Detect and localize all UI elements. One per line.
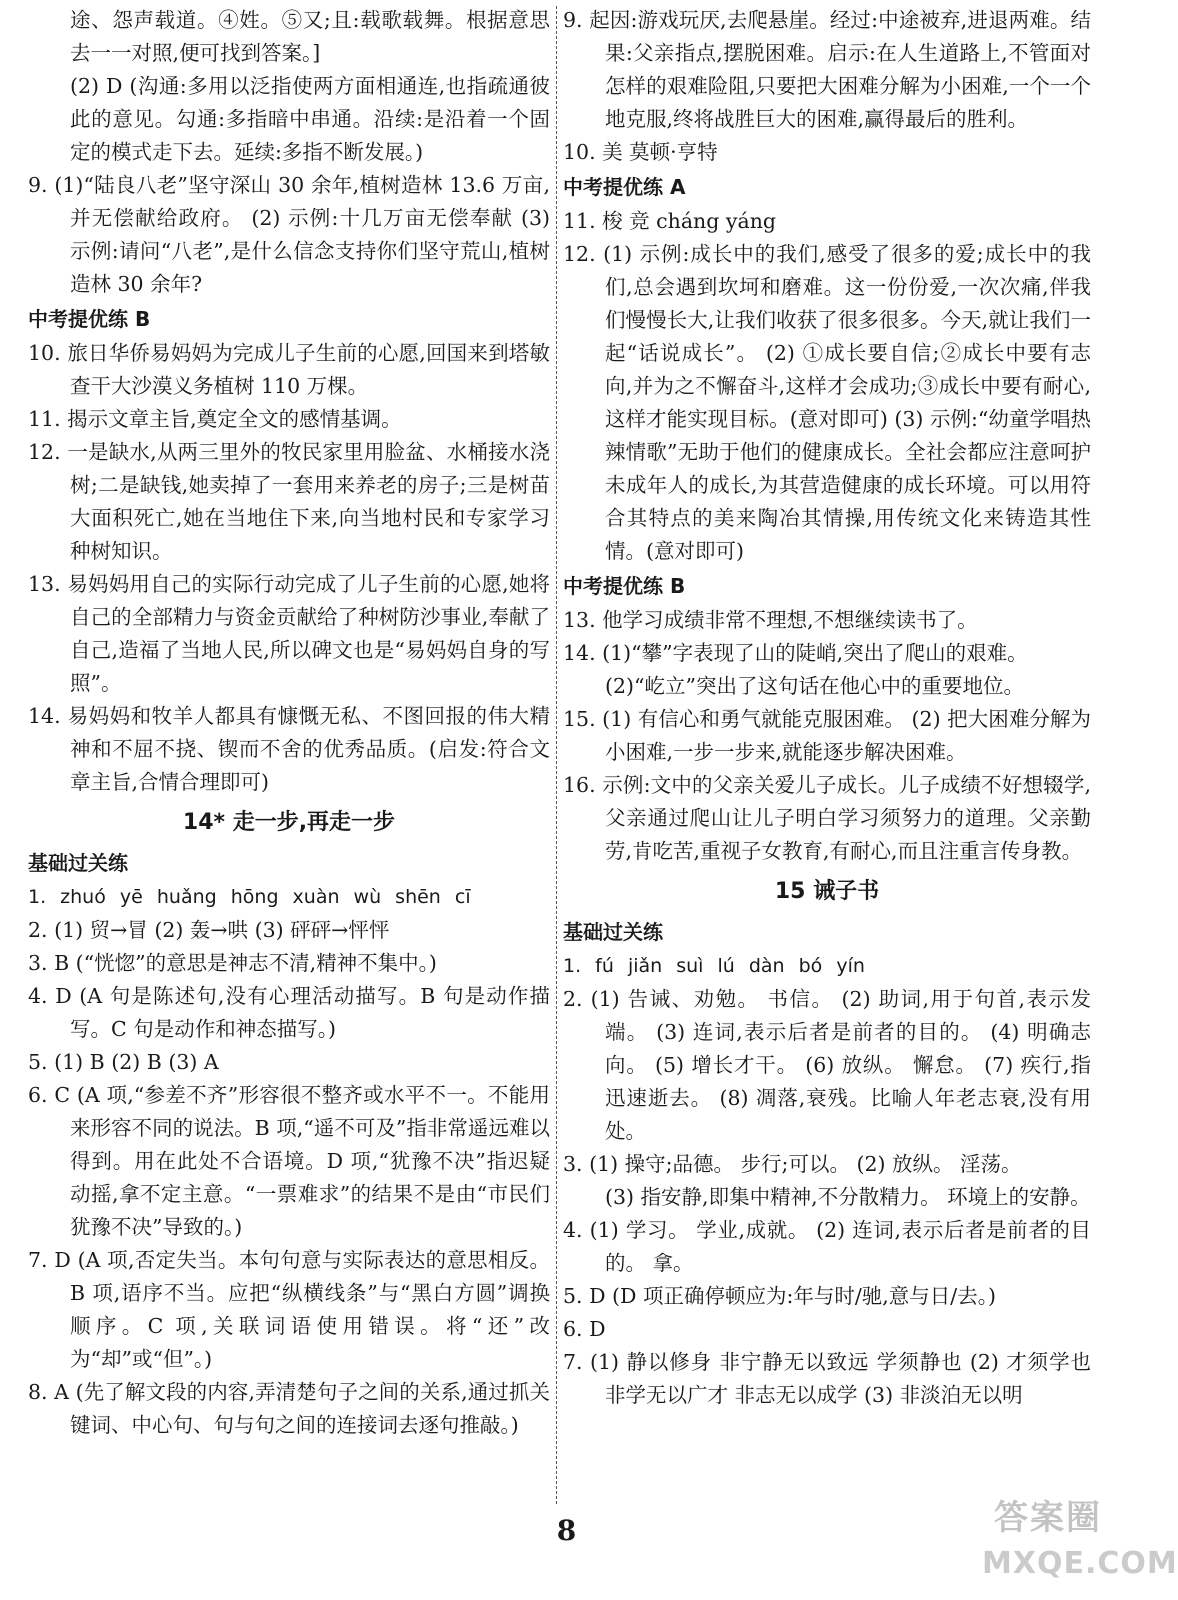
basic-answer-3: 3. B (“恍惚”的意思是神志不清,精神不集中。) — [28, 951, 437, 975]
basic-answer-r1: 1. fú jiǎn suì lú dàn bó yín — [563, 955, 865, 977]
answer-9: 9. (1)“陆良八老”坚守深山 30 余年,植树造林 13.6 万亩,并无偿献给政府。 (2) 示例:十几万亩无偿奉献 (3) 示例:请问“八老”,是什么信念支持你们坚守荒山,植树造林 30 余年? — [28, 173, 550, 296]
answer-r11: 11. 梭 竞 cháng yáng — [563, 209, 777, 233]
answer-8-2: (2) D (沟通:多用以泛指使两方面相通连,也指疏通彼此的意见。勾通:多指暗中串通。沿续:是沿着一个固定的模式走下去。延续:多指不断发展。) — [70, 74, 550, 164]
answer-11: 11. 揭示文章主旨,奠定全文的感情基调。 — [28, 407, 402, 431]
section-heading-basic: 基础过关练 — [28, 851, 128, 875]
column-divider — [556, 6, 557, 1504]
basic-answer-r5: 5. D (D 项正确停顿应为:年与时/驰,意与日/去。) — [563, 1284, 996, 1308]
answer-10: 10. 旅日华侨易妈妈为完成儿子生前的心愿,回国来到塔敏查干大沙漠义务植树 110 万棵。 — [28, 341, 550, 398]
answer-continuation: 途、怨声载道。④姓。⑤又;且:载歌载舞。根据意思去一一对照,便可找到答案。] — [70, 8, 550, 65]
answer-13: 13. 易妈妈用自己的实际行动完成了儿子生前的心愿,她将自己的全部精力与资金贡献给了种树防沙事业,奉献了自己,造福了当地人民,所以碑文也是“易妈妈自身的写照”。 — [28, 572, 550, 695]
basic-answer-r7: 7. (1) 静以修身 非宁静无以致远 学须静也 (2) 才须学也 非学无以广才 非志无以成学 (3) 非淡泊无以明 — [563, 1350, 1091, 1407]
section-heading-b-right: 中考提优练 B — [563, 574, 686, 598]
watermark-top-text: 答案圈 — [994, 1498, 1102, 1538]
basic-answer-2: 2. (1) 贸→冒 (2) 轰→哄 (3) 砰砰→怦怦 — [28, 918, 390, 942]
basic-answer-r3-1: 3. (1) 操守;品德。 步行;可以。 (2) 放纵。 淫荡。 — [563, 1152, 1022, 1176]
section-heading-b: 中考提优练 B — [28, 307, 151, 331]
left-column — [28, 4, 550, 1442]
answer-r14-1: 14. (1)“攀”字表现了山的陡峭,突出了爬山的艰难。 — [563, 641, 1028, 665]
basic-answer-r4: 4. (1) 学习。 学业,成就。 (2) 连词,表示后者是前者的目的。 拿。 — [563, 1218, 1091, 1275]
watermark-logo — [982, 1490, 1178, 1595]
basic-answer-r2: 2. (1) 告诫、劝勉。 书信。 (2) 助词,用于句首,表示发端。 (3) 连词,表示后者是前者的目的。 (4) 明确志向。 (5) 增长才干。 (6) 放纵。 懈怠。 (7) 疾行,指迅速逝去。 (8) 凋落,衰残。比喻人年老志衰,没有用处。 — [563, 987, 1091, 1143]
answer-r10: 10. 美 莫顿·亨特 — [563, 140, 718, 164]
basic-answer-6: 6. C (A 项,“参差不齐”形容很不整齐或水平不一。不能用来形容不同的说法。B 项,“遥不可及”指非常遥远难以得到。用在此处不合语境。D 项,“犹豫不决”指迟疑动摇,拿不定主意。“一票难求”的结果不是由“市民们犹豫不决”导致的。) — [28, 1083, 550, 1239]
basic-answer-7: 7. D (A 项,否定失当。本句句意与实际表达的意思相反。B 项,语序不当。应把“纵横线条”与“黑白方圆”调换顺序。C 项,关联词语使用错误。将“还”改为“却”或“但”。) — [28, 1248, 550, 1371]
basic-answer-1: 1. zhuó yē huǎng hōng xuàn wù shēn cī — [28, 886, 471, 908]
right-column — [563, 4, 1091, 1412]
basic-answer-r6: 6. D — [563, 1317, 606, 1341]
section-heading-basic-right: 基础过关练 — [563, 920, 663, 944]
answer-12: 12. 一是缺水,从两三里外的牧民家里用脸盆、水桶接水浇树;二是缺钱,她卖掉了一套用来养老的房子;三是树苗大面积死亡,她在当地住下来,向当地村民和专家学习种树知识。 — [28, 440, 550, 563]
answer-r14-2: (2)“屹立”突出了这句话在他心中的重要地位。 — [605, 674, 1024, 698]
page-number: 8 — [556, 1514, 577, 1547]
basic-answer-4: 4. D (A 句是陈述句,没有心理活动描写。B 句是动作描写。C 句是动作和神态描写。) — [28, 984, 550, 1041]
answer-r13: 13. 他学习成绩非常不理想,不想继续读书了。 — [563, 608, 978, 632]
lesson-title-14: 14* 走一步,再走一步 — [182, 810, 396, 835]
answer-r16: 16. 示例:文中的父亲关爱儿子成长。儿子成绩不好想辍学,父亲通过爬山让儿子明白学习须努力的道理。父亲勤劳,肯吃苦,重视子女教育,有耐心,而且注重言传身教。 — [563, 773, 1091, 863]
basic-answer-8: 8. A (先了解文段的内容,弄清楚句子之间的关系,通过抓关键词、中心句、句与句之间的连接词去逐句推敲。) — [28, 1380, 550, 1437]
section-heading-a: 中考提优练 A — [563, 175, 686, 199]
watermark-bottom-text: MXQE.COM — [982, 1546, 1178, 1581]
basic-answer-5: 5. (1) B (2) B (3) A — [28, 1050, 219, 1074]
answer-r12: 12. (1) 示例:成长中的我们,感受了很多的爱;成长中的我们,总会遇到坎坷和磨难。这一份份爱,一次次痛,伴我们慢慢长大,让我们收获了很多很多。今天,就让我们一起“话说成长”。 (2) ①成长要自信;②成长中要有志向,并为之不懈奋斗,这样才会成功;③成长中要有耐心,这样才能实现目标。(意对即可) (3) 示例:“幼童学唱热辣情歌”无助于他们的健康成长。全社会都应注意呵护未成年人的成长,为其营造健康的成长环境。可以用符合其特点的美来陶冶其情操,用传统文化来铸造其性情。(意对即可) — [563, 242, 1091, 563]
answer-r9: 9. 起因:游戏玩厌,去爬悬崖。经过:中途被弃,进退两难。结果:父亲指点,摆脱困难。启示:在人生道路上,不管面对怎样的艰难险阻,只要把大困难分解为小困难,一个一个地克服,终将战胜巨大的困难,赢得最后的胜利。 — [563, 8, 1091, 131]
basic-answer-r3-2: (3) 指安静,即集中精神,不分散精力。 环境上的安静。 — [605, 1185, 1091, 1209]
answer-14: 14. 易妈妈和牧羊人都具有慷慨无私、不图回报的伟大精神和不屈不挠、锲而不舍的优秀品质。(启发:符合文章主旨,合情合理即可) — [28, 704, 550, 794]
lesson-title-15: 15 诫子书 — [774, 879, 880, 904]
answer-r15: 15. (1) 有信心和勇气就能克服困难。 (2) 把大困难分解为小困难,一步一步来,就能逐步解决困难。 — [563, 707, 1091, 764]
